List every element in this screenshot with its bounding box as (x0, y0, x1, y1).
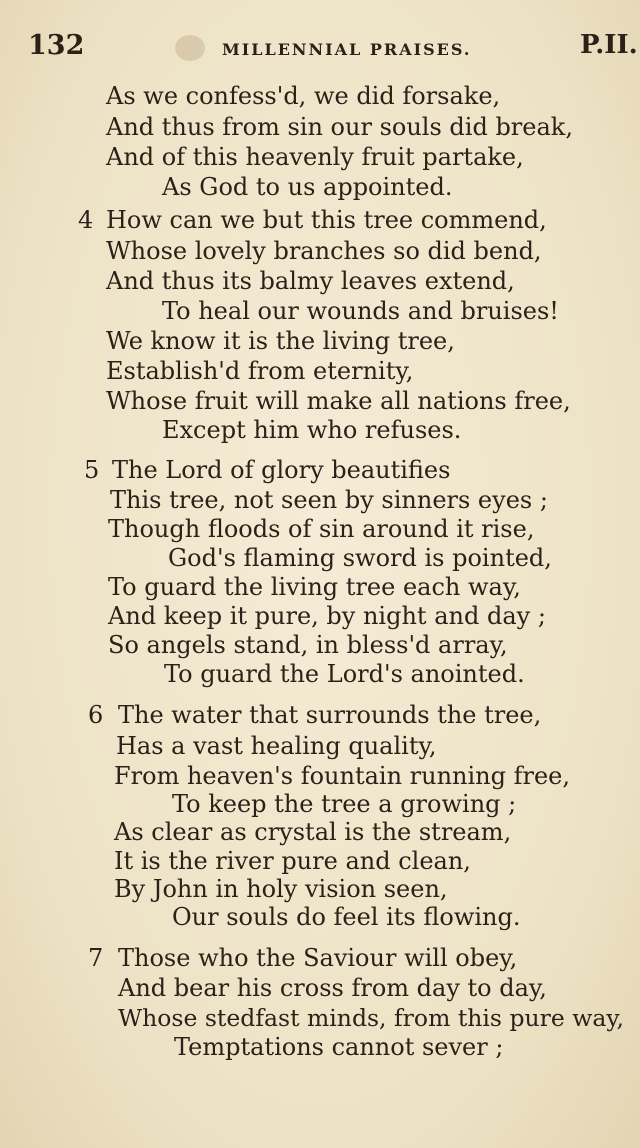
verse-number: 7 (88, 944, 104, 972)
ink-smudge (175, 35, 205, 61)
page-number: 132 (28, 30, 85, 61)
verse-number: 4 (78, 206, 94, 234)
verse-line: Those who the Saviour will obey, (118, 944, 518, 972)
verse-line: And of this heavenly fruit partake, (106, 143, 524, 171)
verse-line: This tree, not seen by sinners eyes ; (110, 486, 548, 514)
verse-line: To guard the Lord's anointed. (164, 660, 525, 688)
verse-line: God's flaming sword is pointed, (168, 544, 552, 572)
verse-line: Whose fruit will make all nations free, (106, 387, 571, 415)
verse-line: And bear his cross from day to day, (118, 974, 547, 1002)
verse-line: Though floods of sin around it rise, (108, 515, 535, 543)
verse-line: As God to us appointed. (162, 173, 453, 201)
verse-line: The Lord of glory beautifies (112, 456, 451, 484)
verse-line: Whose lovely branches so did bend, (106, 237, 542, 265)
verse-line: Whose stedfast minds, from this pure way, (118, 1004, 624, 1032)
verse-line: From heaven's fountain running free, (114, 762, 571, 790)
verse-line: As clear as crystal is the stream, (114, 818, 512, 846)
verse-line: Establish'd from eternity, (106, 357, 414, 385)
verse-line: And thus from sin our souls did break, (106, 113, 573, 141)
verse-line: And keep it pure, by night and day ; (108, 602, 546, 630)
part-label: P.II. (580, 30, 638, 60)
verse-line: Our souls do feel its flowing. (172, 903, 521, 931)
page-header (0, 30, 640, 70)
running-title: MILLENNIAL PRAISES. (222, 40, 472, 59)
verse-line: Has a vast healing quality, (116, 732, 437, 760)
verse-line: As we confess'd, we did forsake, (106, 82, 501, 110)
verse-line: To keep the tree a growing ; (172, 790, 517, 818)
verse-line: Except him who refuses. (162, 416, 462, 444)
verse-line: So angels stand, in bless'd array, (108, 631, 508, 659)
verse-line: How can we but this tree commend, (106, 206, 547, 234)
verse-line: The water that surrounds the tree, (118, 701, 542, 729)
verse-line: It is the river pure and clean, (114, 847, 471, 875)
verse-number: 6 (88, 701, 104, 729)
verse-number: 5 (84, 456, 100, 484)
verse-line: We know it is the living tree, (106, 327, 455, 355)
verse-line: By John in holy vision seen, (114, 875, 448, 903)
verse-line: To guard the living tree each way, (108, 573, 521, 601)
verse-line: To heal our wounds and bruises! (162, 297, 559, 325)
verse-line: And thus its balmy leaves extend, (106, 267, 515, 295)
verse-line: Temptations cannot sever ; (174, 1033, 504, 1061)
